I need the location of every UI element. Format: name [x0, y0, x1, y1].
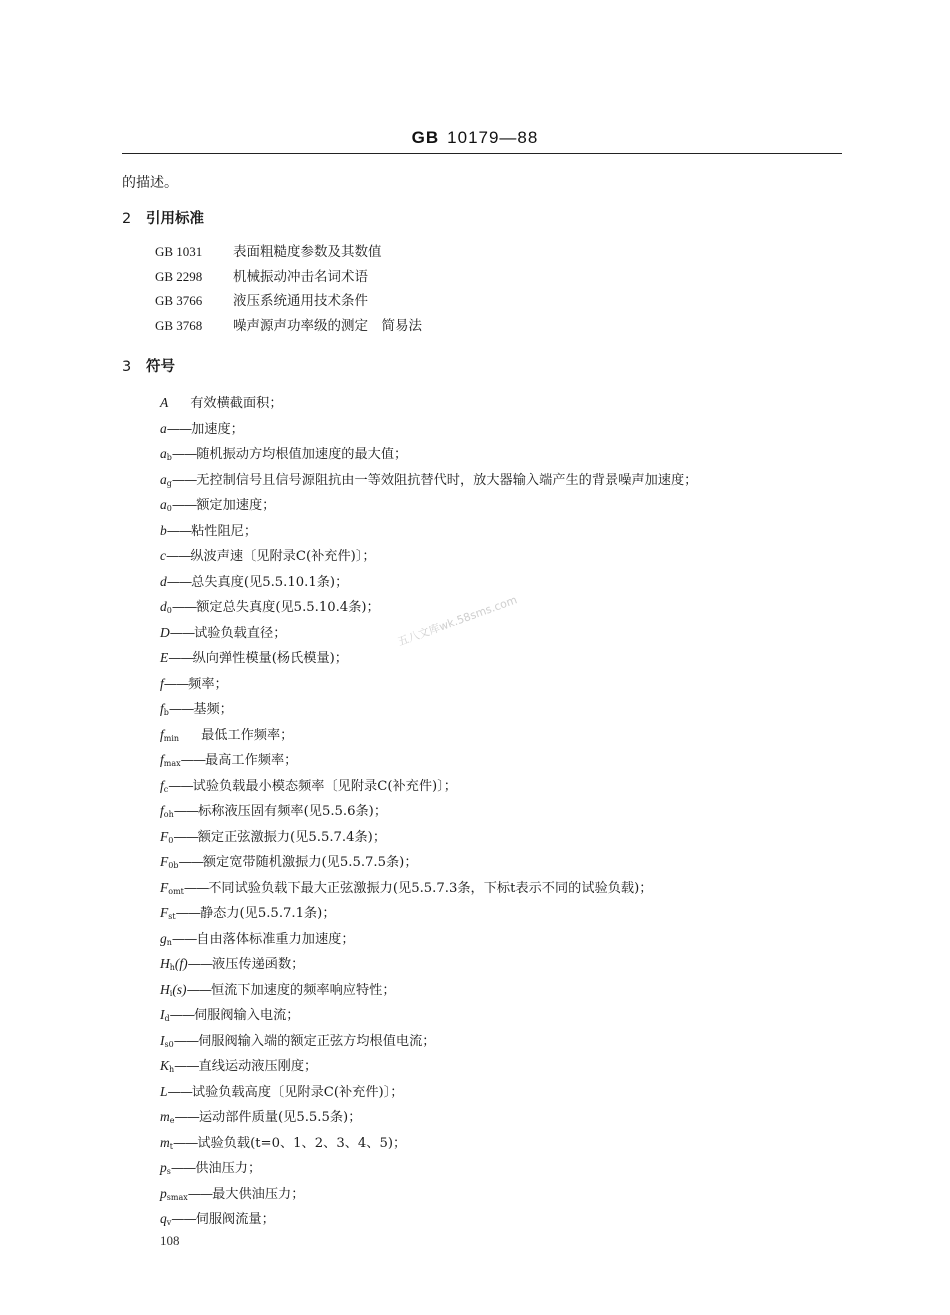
symbol-letter: f [160, 726, 164, 742]
section-3-title [122, 355, 175, 376]
symbol-item [160, 849, 697, 875]
symbol-item [160, 492, 697, 518]
symbol-definition: 静态力(见5.5.7.1条)； [199, 906, 336, 921]
symbol-letter: I [160, 1007, 165, 1022]
symbol-argument: (s) [172, 981, 187, 997]
symbol-item [160, 1130, 697, 1156]
symbol-definition: 运动部件质量(见5.5.5条)； [198, 1110, 362, 1125]
symbol-dash: —— [171, 472, 197, 488]
symbol-letter: D [160, 624, 170, 640]
symbol-item [160, 1053, 697, 1079]
reference-code: GB 3768 [155, 317, 203, 333]
symbol-item [160, 926, 697, 952]
symbol-subscript: b [166, 453, 172, 462]
symbol-definition: 最大供油压力； [212, 1186, 305, 1202]
symbol-definition: 有效横截面积； [190, 396, 283, 411]
symbol-item [160, 416, 697, 442]
symbol-definition: 自由落体标准重力加速度； [196, 931, 355, 947]
symbol-item [160, 1181, 697, 1207]
symbol-item [160, 875, 697, 901]
symbol-dash: —— [166, 574, 192, 590]
symbol-item [160, 518, 697, 544]
symbol-subscript: c [163, 784, 169, 794]
symbol-subscript: 0 [168, 835, 174, 845]
section-2-title [122, 207, 204, 228]
symbol-item [160, 747, 697, 773]
symbol-dash: —— [171, 498, 197, 513]
symbol-dash: —— [171, 447, 197, 462]
symbol-letter: g [160, 930, 167, 946]
symbol-definition: 基频； [193, 702, 233, 717]
symbol-item [160, 594, 697, 620]
symbol-letter: H [160, 956, 170, 971]
symbol-letter: b [160, 522, 167, 538]
symbol-subscript: min [163, 733, 180, 743]
reference-item [155, 240, 422, 265]
symbol-letter: K [160, 1058, 170, 1073]
symbol-letter: I [160, 1032, 165, 1048]
symbol-definition: 试验负载(t=0、1、2、3、4、5)； [197, 1135, 407, 1151]
symbol-subscript: b [163, 708, 169, 717]
symbol-dash: —— [171, 1212, 196, 1227]
symbol-definition: 供油压力； [195, 1161, 262, 1176]
symbol-dash: —— [173, 1033, 199, 1049]
page-header [0, 128, 950, 148]
reference-title: 机械振动冲击名词术语 [233, 268, 368, 285]
watermark: 五八文库wk.58sms.com [395, 593, 519, 649]
symbol-item [160, 671, 697, 697]
symbol-item [160, 773, 697, 799]
header-number: 10179—88 [447, 128, 539, 147]
symbol-subscript: v [166, 1218, 172, 1227]
symbol-letter: d [160, 599, 167, 614]
symbol-item [160, 977, 697, 1003]
symbol-dash: —— [168, 778, 193, 794]
symbol-letter: p [160, 1160, 167, 1175]
symbol-definition: 额定加速度； [196, 498, 276, 513]
symbol-item [160, 824, 697, 850]
symbol-definition: 伺服阀流量； [195, 1212, 275, 1227]
symbol-definition: 最高工作频率； [205, 753, 298, 768]
symbol-dash: —— [180, 753, 206, 768]
symbol-dash: —— [173, 829, 198, 845]
symbol-definition: 直线运动液压刚度； [198, 1059, 318, 1074]
symbol-definition: 额定宽带随机激振力(见5.5.7.5条)； [202, 855, 418, 870]
reference-code: GB 2298 [155, 268, 203, 284]
symbol-definition: 频率； [188, 676, 228, 692]
symbol-definition: 试验负载直径； [194, 625, 287, 641]
symbol-subscript: 0b [168, 861, 179, 870]
symbol-dash: —— [166, 421, 192, 437]
symbol-letter: f [160, 675, 164, 691]
symbol-definition: 恒流下加速度的频率响应特性； [210, 982, 396, 998]
symbol-argument: (f) [174, 956, 188, 971]
symbol-dash: —— [187, 957, 213, 972]
symbol-letter: c [160, 548, 166, 563]
symbol-definition: 总失真度(见5.5.10.1条)； [191, 574, 349, 590]
symbol-letter: A [160, 395, 169, 410]
symbol-dash: —— [171, 600, 197, 615]
reference-code: GB 3766 [155, 293, 203, 308]
symbol-item [160, 900, 697, 926]
symbol-dash: —— [173, 804, 199, 819]
symbol-definition: 额定总失真度(见5.5.10.4条)； [196, 600, 380, 615]
reference-item [155, 289, 422, 314]
symbol-dash: —— [169, 1008, 194, 1023]
symbol-item [160, 390, 697, 416]
symbol-subscript: max [163, 759, 181, 768]
symbol-subscript: 0 [166, 606, 172, 615]
symbol-subscript: h [169, 1065, 175, 1074]
symbol-definition: 标称液压固有频率(见5.5.6条)； [198, 804, 388, 819]
symbol-letter: m [160, 1109, 170, 1124]
symbol-letter: F [160, 879, 169, 895]
section-3-label: 符号 [146, 359, 175, 375]
symbol-item [160, 569, 697, 595]
symbol-subscript: st [168, 912, 176, 921]
symbol-subscript: e [169, 1116, 175, 1125]
symbol-dash: —— [166, 523, 192, 539]
section-2-number: 2 [122, 211, 132, 227]
symbol-item [160, 722, 697, 748]
symbol-letter: E [160, 650, 169, 665]
symbol-item [160, 441, 697, 467]
symbol-dash: —— [174, 1059, 199, 1074]
symbol-subscript: oh [163, 810, 174, 819]
symbol-dash: —— [167, 1084, 192, 1100]
symbol-letter: d [160, 573, 167, 589]
reference-title: 液压系统通用技术条件 [233, 293, 368, 309]
symbol-letter: a [160, 420, 167, 436]
section-2-label: 引用标准 [146, 211, 204, 227]
symbol-subscript: omt [168, 886, 184, 896]
symbol-item [160, 1155, 697, 1181]
symbol-subscript: s0 [164, 1039, 174, 1049]
symbol-dash: —— [169, 625, 195, 641]
symbol-letter: f [160, 803, 164, 818]
symbol-letter: q [160, 1211, 167, 1226]
symbol-subscript: 0 [166, 504, 172, 513]
symbol-subscript: t [169, 1141, 173, 1151]
symbol-definition: 加速度； [191, 421, 244, 437]
symbol-letter: m [160, 1134, 170, 1150]
symbol-letter: f [160, 752, 164, 767]
symbol-dash: —— [170, 1161, 196, 1176]
symbol-dash: —— [174, 1110, 199, 1125]
symbol-item [160, 543, 697, 569]
symbol-dash: —— [168, 651, 193, 666]
symbol-letter: F [160, 854, 169, 869]
symbol-letter: f [160, 701, 164, 716]
symbol-letter: a [160, 471, 167, 487]
symbol-definition: 最低工作频率； [201, 727, 294, 743]
symbol-item [160, 1206, 697, 1232]
symbol-dash: —— [183, 880, 209, 896]
symbol-letter: p [160, 1185, 167, 1201]
symbol-definition: 试验负载高度〔见附录C(补充件)〕； [191, 1084, 404, 1100]
header-rule [122, 153, 842, 154]
reference-title: 噪声源声功率级的测定 简易法 [233, 317, 422, 334]
reference-code: GB 1031 [155, 244, 203, 259]
symbol-definition: 不同试验负载下最大正弦激振力(见5.5.7.3条，下标t表示不同的试验负载)； [208, 880, 653, 896]
symbol-list [160, 390, 697, 1232]
symbol-item [160, 951, 697, 977]
symbol-dash: —— [187, 1186, 213, 1202]
header-gb: GB [411, 128, 440, 147]
symbol-letter: F [160, 905, 169, 920]
symbol-subscript: h [169, 963, 175, 972]
section-3-number: 3 [122, 359, 132, 375]
reference-title: 表面粗糙度参数及其数值 [233, 244, 382, 260]
symbol-item [160, 467, 697, 493]
symbol-definition: 伺服阀输入端的额定正弦方均根值电流； [198, 1033, 436, 1049]
intro-text: 的描述。 [122, 175, 178, 191]
symbol-definition: 无控制信号且信号源阻抗由一等效阻抗替代时，放大器输入端产生的背景噪声加速度； [196, 472, 698, 488]
reference-item [155, 314, 422, 339]
symbol-dash: —— [168, 702, 194, 717]
symbol-dash: —— [172, 1135, 198, 1151]
symbol-letter: a [160, 497, 167, 512]
symbol-definition: 试验负载最小模态频率〔见附录C(补充件)〕； [192, 778, 457, 794]
symbol-item [160, 798, 697, 824]
symbol-letter: F [160, 828, 169, 844]
symbol-item [160, 1079, 697, 1105]
reference-item [155, 265, 422, 290]
symbol-subscript: d [164, 1014, 170, 1023]
symbol-subscript: s [166, 1167, 171, 1176]
symbol-dash: —— [186, 982, 211, 998]
symbol-definition: 额定正弦激振力(见5.5.7.4条)； [197, 829, 387, 845]
symbol-dash: —— [178, 855, 203, 870]
reference-list [155, 240, 422, 338]
symbol-definition: 随机振动方均根值加速度的最大值； [196, 447, 408, 462]
symbol-dash: —— [171, 931, 197, 947]
symbol-letter: a [160, 446, 167, 461]
symbol-subscript: n [166, 937, 172, 947]
symbol-dash: —— [163, 676, 189, 692]
symbol-subscript: smax [166, 1192, 188, 1202]
symbol-letter: H [160, 981, 170, 997]
symbol-item [160, 1002, 697, 1028]
symbol-definition: 纵向弹性模量(杨氏模量)； [192, 651, 348, 666]
symbol-item [160, 1028, 697, 1054]
symbol-dash: —— [166, 549, 191, 564]
symbol-definition: 伺服阀输入电流； [194, 1008, 300, 1023]
symbol-definition: 纵波声速〔见附录C(补充件)〕； [190, 549, 376, 564]
symbol-dash: —— [175, 906, 200, 921]
symbol-subscript: i [169, 988, 173, 998]
symbol-letter: f [160, 777, 164, 793]
symbol-item [160, 645, 697, 671]
page-number: 108 [160, 1233, 180, 1248]
symbol-subscript: g [166, 478, 172, 488]
symbol-item [160, 696, 697, 722]
symbol-item [160, 1104, 697, 1130]
symbol-definition: 粘性阻尼； [191, 523, 258, 539]
symbol-letter: L [160, 1083, 168, 1099]
symbol-definition: 液压传递函数； [212, 957, 305, 972]
